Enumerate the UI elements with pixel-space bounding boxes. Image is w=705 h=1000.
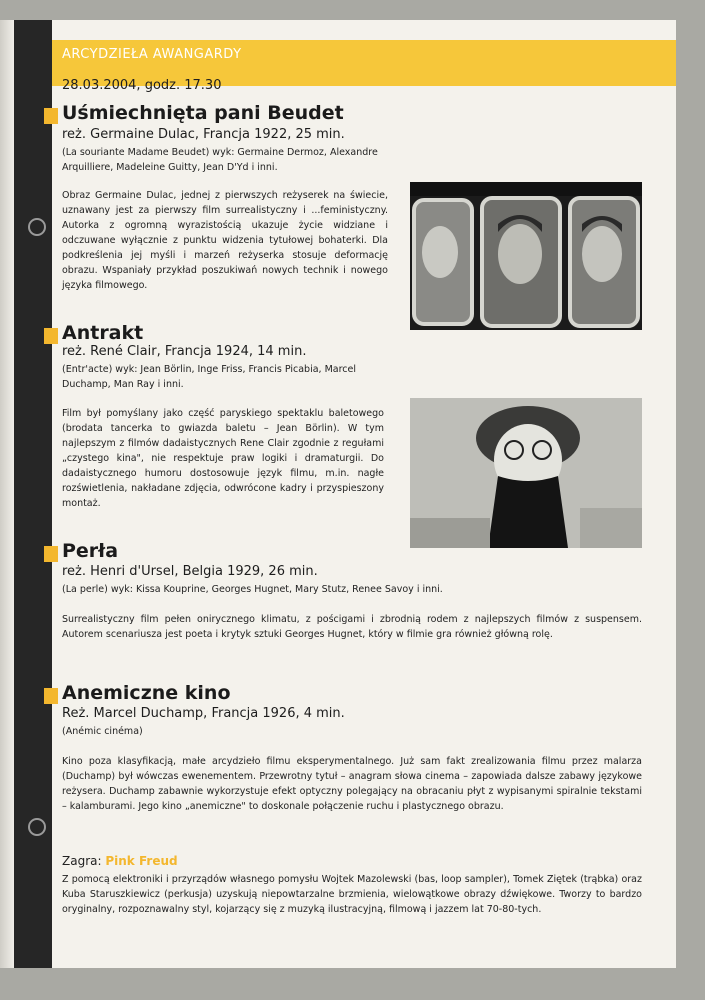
- film-title: Perła: [62, 540, 119, 562]
- band-name: Pink Freud: [105, 854, 178, 868]
- concert-description: Z pomocą elektroniki i przyrządów własnego pomysłu Wojtek Mazolewski (bas, loop sampler), Tomek Ziętek (trąbka) oraz Kuba Staruszkiewicz (perkusja) uzyskują niepowtarzalne brzmienia, wielowątkowe obrazy dźwiękowe. Tworzy to bardzo oryginalny, rozpoznawalny styl, kojarzący się z muzyką ilustracyjną, filmową i jazzem lat 70-80-tych.: [62, 874, 642, 915]
- title-marker-icon: [44, 108, 58, 124]
- film-description: Surrealistyczny film pełen onirycznego klimatu, z pościgami i zbrodnią rodem z najlepszych filmów z suspensem. Autorem scenariusza jest poeta i krytyk sztuki Georges Hugnet, który w filmie gra również główną rolę.: [62, 614, 642, 640]
- screening-date: 28.03.2004, godz. 17.30: [62, 78, 222, 93]
- title-marker-icon: [44, 328, 58, 344]
- staple-hole-icon: [28, 218, 46, 236]
- film-still-photo: [410, 398, 642, 548]
- film-title: Antrakt: [62, 322, 144, 344]
- concert-heading: [62, 854, 178, 868]
- section-title: ARCYDZIEŁA AWANGARDY: [62, 47, 242, 62]
- title-marker-icon: [44, 688, 58, 704]
- brochure-page: [0, 20, 676, 968]
- film-cast: (La perle) wyk: Kissa Kouprine, Georges Hugnet, Mary Stutz, Renee Savoy i inni.: [62, 584, 443, 595]
- film-title: Anemiczne kino: [62, 682, 231, 704]
- title-marker-icon: [44, 546, 58, 562]
- staple-hole-icon: [28, 818, 46, 836]
- page-binding: [0, 20, 14, 968]
- film-cast: (Entr'acte) wyk: Jean Börlin, Inge Friss, Francis Picabia, Marcel Duchamp, Man Ray i inni.: [62, 364, 356, 390]
- concert-label: Zagra:: [62, 854, 102, 868]
- film-description: Film był pomyślany jako część paryskiego spektaklu baletowego (brodata tancerka to gwiazda baletu – Jean Börlin). W tym najlepszym z filmów dadaistycznych Rene Clair zgodnie z regułami „czystego kina", nie respektuje praw logiki i dramaturgii. Do dadaistycznego humoru dostosowuje język filmu, m.in. nagłe rozświetlenia, nakładane zdjęcia, odwrócone kadry i przyspieszony montaż.: [62, 408, 384, 509]
- film-cast: (La souriante Madame Beudet) wyk: Germaine Dermoz, Alexandre Arquilliere, Madeleine Guitty, Jean D'Yd i inni.: [62, 147, 378, 173]
- film-director: reż. Germaine Dulac, Francja 1922, 25 min.: [62, 127, 345, 142]
- film-description: Obraz Germaine Dulac, jednej z pierwszych reżyserek na świecie, uznawany jest za pierwszy film surrealistyczny i ...feministyczny. Autorka z ogromną wyrazistością ukazuje życie widziane i odczuwane wyłącznie z punktu widzenia tytułowej bohaterki. Dla podkreślenia jej myśli i marzeń reżyserka stosuje deformację obrazu. Wspaniały przykład poszukiwań nowych technik i nowego języka filmowego.: [62, 190, 388, 291]
- film-still-photo: [410, 182, 642, 330]
- film-cast: (Anémic cinéma): [62, 726, 143, 737]
- film-title: Uśmiechnięta pani Beudet: [62, 102, 344, 124]
- film-description: Kino poza klasyfikacją, małe arcydzieło filmu eksperymentalnego. Już sam fakt zrealizowania filmu przez malarza (Duchamp) był wówczas ewenementem. Przewrotny tytuł – anagram słowa cinema – zapowiada dalsze zabawy językowe reżysera. Duchamp zabawnie wykorzystuje efekt optyczny polegający na obracaniu płyt z wypisanymi spiralnie tekstami – kalamburami. Jego kino „anemiczne" to doskonale połączenie ruchu i plastycznego obrazu.: [62, 756, 642, 812]
- film-director: reż. Henri d'Ursel, Belgia 1929, 26 min.: [62, 564, 318, 579]
- film-director: reż. René Clair, Francja 1924, 14 min.: [62, 344, 307, 359]
- film-director: Reż. Marcel Duchamp, Francja 1926, 4 min.: [62, 706, 345, 721]
